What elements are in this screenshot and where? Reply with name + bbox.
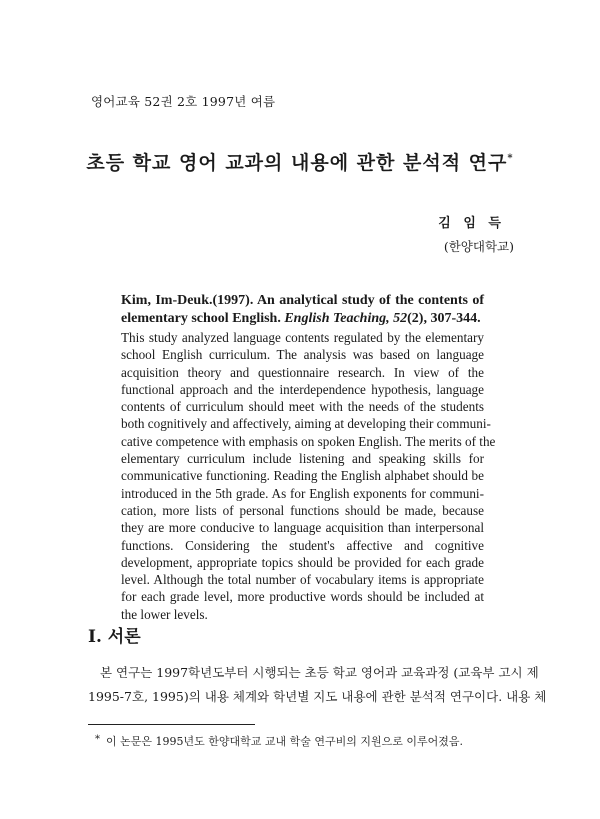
paper-title-text: 초등 학교 영어 교과의 내용에 관한 분석적 연구	[86, 152, 508, 174]
footnote-divider	[88, 724, 255, 725]
citation-volume: 52	[393, 311, 408, 326]
body-line: 1995-7호, 1995)의 내용 체계와 학년별 지도 내용에 관한 분석적 연구이다. 내용 체	[88, 689, 547, 704]
abstract-line: functional approach and the interdependence hypothesis, language	[121, 381, 484, 397]
footnote-text: 이 논문은 1995년도 한양대학교 교내 학술 연구비의 지원으로 이루어졌음.	[106, 735, 463, 748]
citation	[121, 292, 484, 328]
abstract-line: elementary curriculum include listening and speaking skills for	[121, 451, 484, 467]
abstract-line: introduced in the 5th grade. As for English exponents for communi-	[121, 485, 484, 501]
title-footnote-mark: *	[507, 153, 514, 164]
abstract-line: functions. Considering the student's affective and cognitive	[121, 537, 484, 553]
body-line: 본 연구는 1997학년도부터 시행되는 초등 학교 영어과 교육과정 (교육부 고시 제	[100, 665, 539, 680]
abstract-line: both cognitively and affectively, aiming at developing their communi-	[121, 416, 491, 432]
abstract-line: they are more conducive to language acquisition than interpersonal	[121, 520, 484, 536]
paper-title	[0, 148, 600, 175]
author-name: 김 임 득	[438, 216, 505, 231]
citation-prefix: Kim, Im-Deuk.(1997). An analytical study of the contents of elementary school English.	[121, 293, 484, 326]
abstract-line: communicative functioning. Reading the English alphabet should be	[121, 468, 484, 484]
body-paragraph	[88, 661, 547, 709]
abstract-line: school English curriculum. The analysis was based on language	[121, 347, 484, 363]
citation-pages: 307-344.	[430, 311, 481, 326]
abstract-line: This study analyzed language contents regulated by the elementary	[121, 330, 484, 345]
abstract-line: for each grade level, more productive words should be included at	[121, 589, 484, 605]
citation-issue: (2),	[407, 311, 427, 326]
journal-header: 영어교육 52권 2호 1997년 여름	[91, 94, 276, 109]
abstract-line: level. Although the total number of vocabulary items is appropriate	[121, 572, 484, 588]
abstract-line: cative competence with emphasis on spoken English. The merits of the	[121, 433, 496, 449]
abstract-line: acquisition theory and questionnaire research. In view of the	[121, 364, 484, 380]
abstract-line: cation, more lists of personal functions should be made, because	[121, 502, 484, 518]
footnote-mark: *	[95, 734, 100, 745]
abstract-line: contents of curriculum should meet with the needs of the students	[121, 399, 484, 415]
abstract	[121, 329, 496, 623]
abstract-line: the lower levels.	[121, 606, 208, 622]
section-heading: I. 서론	[88, 627, 141, 647]
author-affiliation: (한양대학교)	[443, 239, 514, 254]
abstract-line: development, appropriate topics should be provided for each grade	[121, 554, 484, 570]
citation-journal: English Teaching,	[284, 311, 390, 326]
footnote	[95, 733, 463, 749]
